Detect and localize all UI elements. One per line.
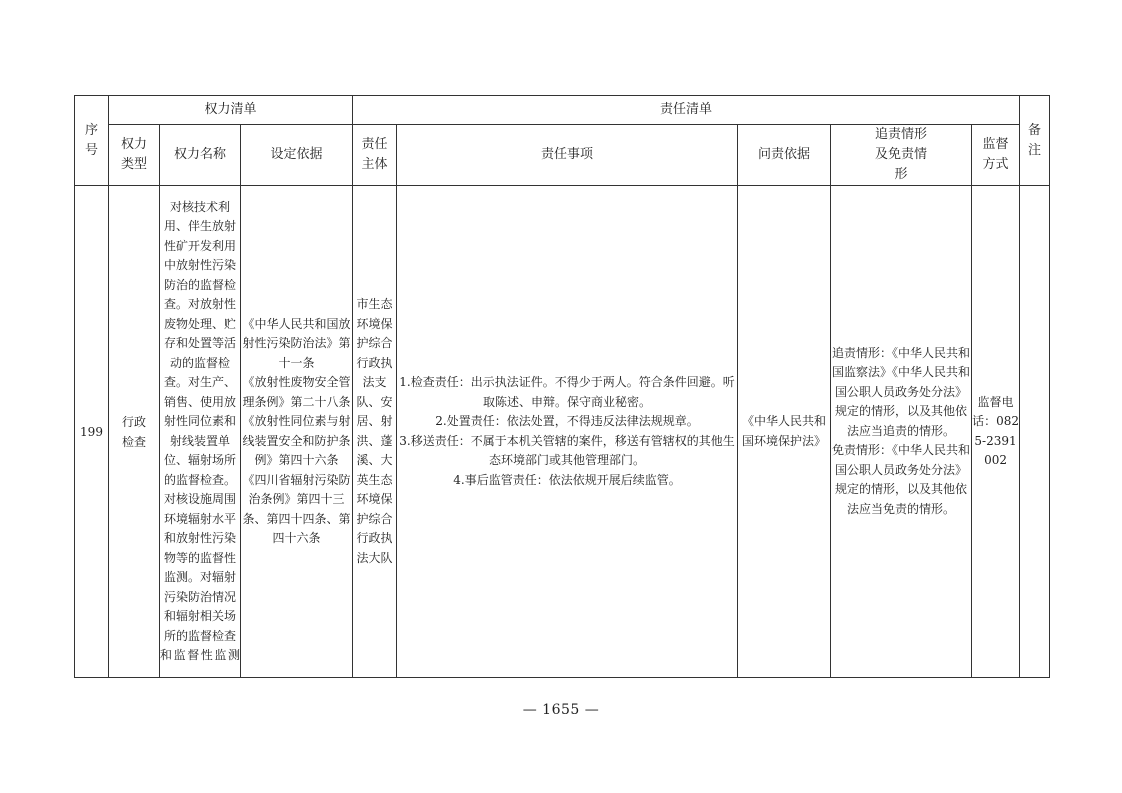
header-responsible-subject <box>353 125 397 186</box>
exemption-exempt-text: 免责情形：《中华人民共和国公职人员政务处分法》规定的情形，以及其他依法应当免责的情形。 <box>831 443 970 516</box>
header-power-type <box>109 125 160 186</box>
cell-accountability-basis: 《中华人民共和国环境保护法》 <box>738 186 831 678</box>
header-power-type-text: 权力类型 <box>121 137 148 172</box>
legal-basis-item: 《放射性同位素与射线装置安全和防护条例》第四十六条 <box>242 414 351 467</box>
cell-exemption <box>831 186 972 678</box>
header-power-list: 权力清单 <box>109 96 353 125</box>
legal-basis-item: 《中华人民共和国放射性污染防治法》第十一条 <box>242 316 351 370</box>
header-remarks-text: 备注 <box>1028 122 1042 158</box>
legal-basis-item: 《四川省辐射污染防治条例》第四十三条、第四十四条、第四十六条 <box>242 472 351 545</box>
cell-legal-basis <box>241 186 353 678</box>
page-number: — 1655 — <box>522 702 600 718</box>
header-power-name: 权力名称 <box>160 125 241 186</box>
header-remarks <box>1020 96 1050 186</box>
header-legal-basis: 设定依据 <box>241 125 353 186</box>
responsibility-item: 2.处置责任：依法处置，不得违反法律法规规章。 <box>435 414 699 428</box>
header-responsibility-items: 责任事项 <box>397 125 738 186</box>
header-accountability-basis: 问责依据 <box>738 125 831 186</box>
power-responsibility-table <box>74 95 1050 678</box>
exemption-accountability-text: 追责情形：《中华人民共和国监察法》《中华人民共和国公职人员政务处分法》规定的情形，以及其他依法应当追责的情形。 <box>831 345 970 438</box>
header-exemption-text: 追责情形及免责情形 <box>874 127 927 182</box>
cell-supervision-method: 监督电话：0825-2391002 <box>972 186 1020 678</box>
table-row <box>75 186 1050 678</box>
header-responsible-subject-text: 责任主体 <box>361 137 388 172</box>
cell-responsible-subject: 市生态环境保护综合行政执法支队、安居、射洪、蓬溪、大英生态环境保护综合行政执法大队 <box>353 186 397 678</box>
header-supervision-method <box>972 125 1020 186</box>
cell-seq: 199 <box>75 186 109 678</box>
cell-power-type <box>109 186 160 678</box>
header-exemption <box>831 125 972 186</box>
cell-responsibility-items <box>397 186 738 678</box>
header-seq-text: 序号 <box>85 122 99 158</box>
header-responsibility-list: 责任清单 <box>353 96 1020 125</box>
header-supervision-method-text: 监督方式 <box>982 137 1009 172</box>
responsibility-item: 4.事后监管责任：依法依规开展后续监管。 <box>453 472 681 487</box>
cell-power-type-text: 行政检查 <box>122 414 147 449</box>
cell-power-name: 对核技术利用、伴生放射性矿开发利用中放射性污染防治的监督检查。对放射性废物处理、贮存和处置等活动的监督检查。对生产、销售、使用放射性同位素和射线装置单位、辐射场所的监督检查。对核设施周围环境辐射水平和放射性污染物等的监督性监测。对辐射污染防治情况和辐射相关场所的监督检查和监督性监测 <box>160 186 241 678</box>
responsibility-item: 1.检查责任：出示执法证件。不得少于两人。符合条件回避。听取陈述、申辩。保守商业秘密。 <box>399 375 735 409</box>
responsibility-item: 3.移送责任：不属于本机关管辖的案件，移送有管辖权的其他生态环境部门或其他管理部门。 <box>399 433 735 467</box>
cell-remarks <box>1020 186 1050 678</box>
legal-basis-item: 《放射性废物安全管理条例》第二十八条 <box>242 375 351 409</box>
header-seq <box>75 96 109 186</box>
